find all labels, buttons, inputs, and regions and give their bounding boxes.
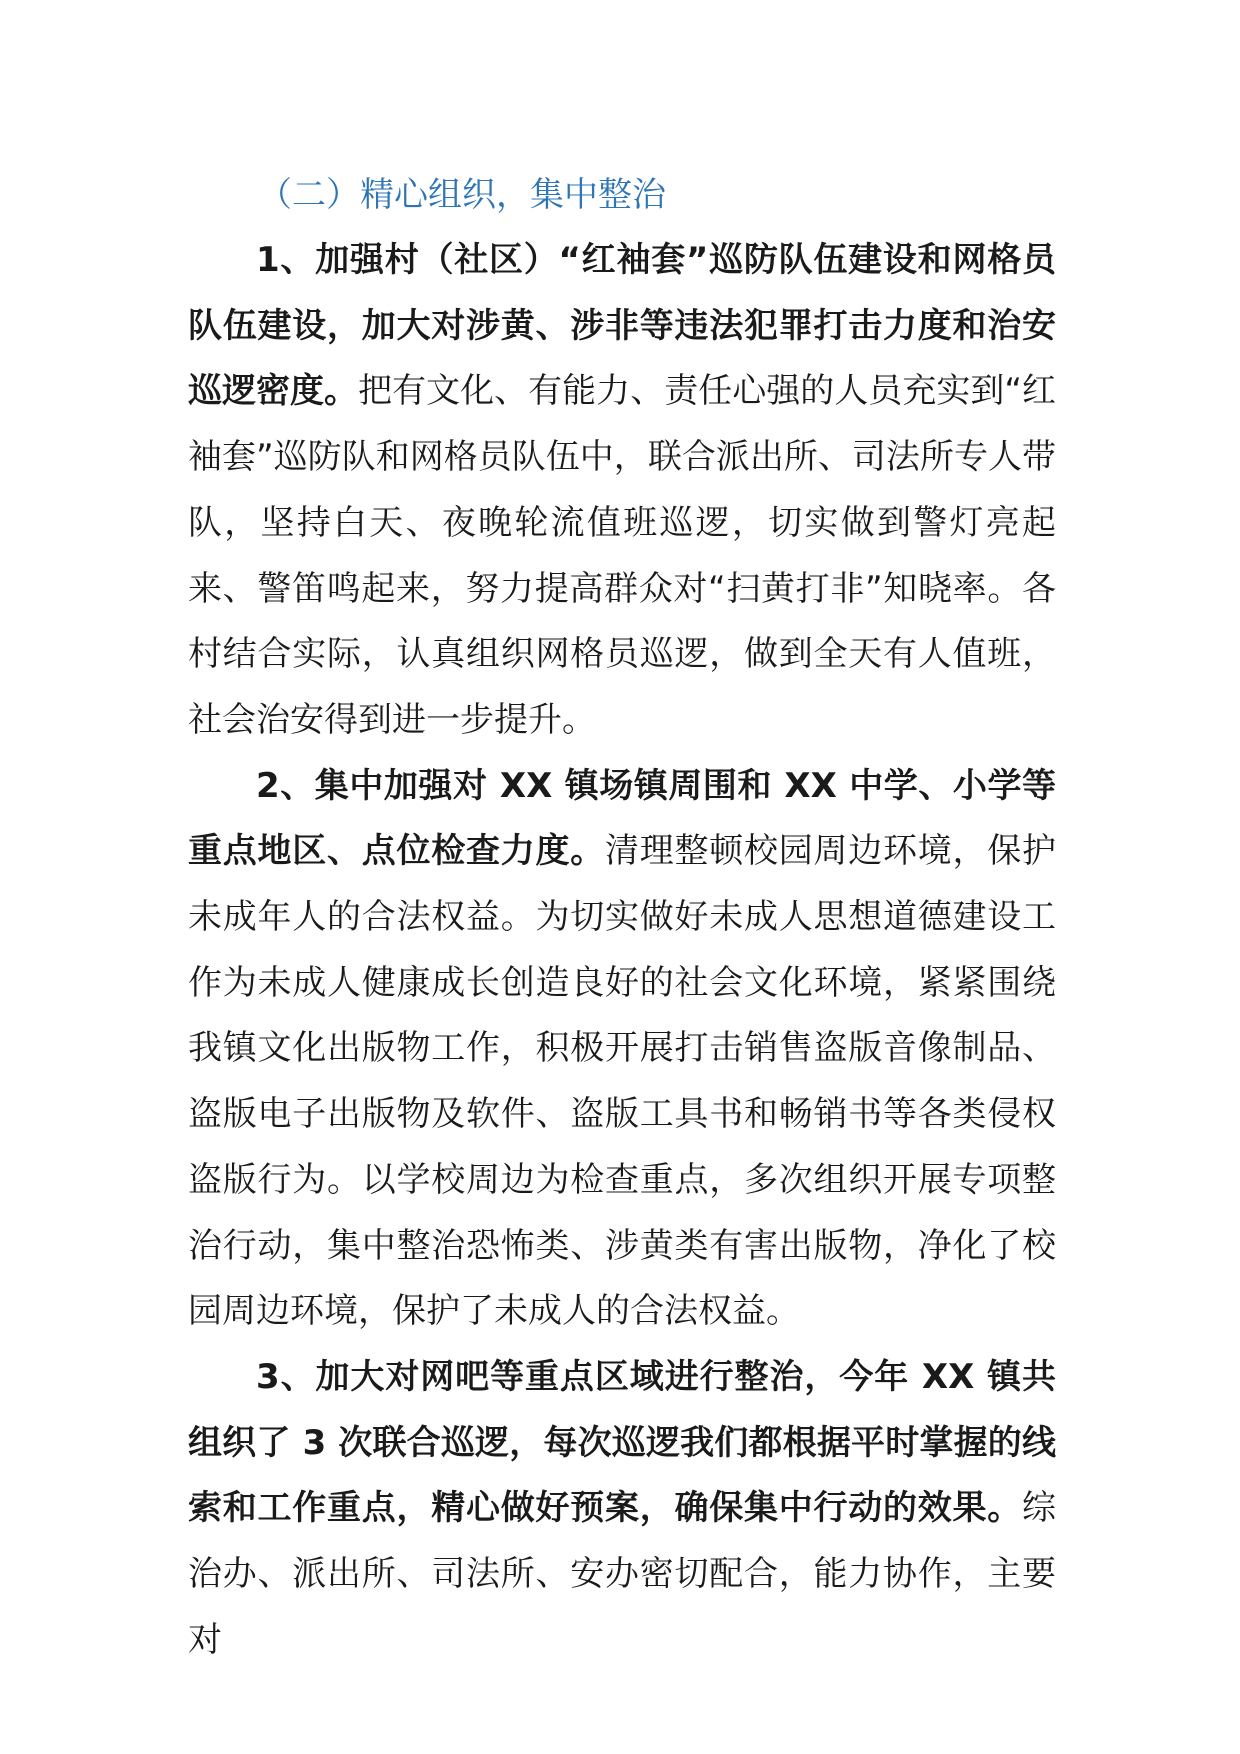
paragraph-3-body: 综治办、派出所、司法所、安办密切配合，能力协作，主要对 <box>188 1488 1056 1660</box>
section-heading: （二）精心组织，集中整治 <box>258 175 666 215</box>
paragraph-3 <box>188 1345 1056 1674</box>
paragraph-1-body: 把有文化、有能力、责任心强的人员充实到“红袖套”巡防队和网格员队伍中，联合派出所、司法所专人带队，坚持白天、夜晚轮流值班巡逻，切实做到警灯亮起来、警笛鸣起来，努力提高群众对“扫黄打非”知晓率。各村结合实际，认真组织网格员巡逻，做到全天有人值班，社会治安得到进一步提升。 <box>188 371 1056 740</box>
paragraph-1-lead: 1、加强村（社区）“红袖套”巡防队伍建设和网格员队伍建设，加大对涉黄、涉非等违法犯罪打击力度和治安巡逻密度。 <box>188 240 1056 412</box>
document-page <box>188 162 1056 1673</box>
paragraph-2-body: 清理整顿校园周边环境，保护未成年人的合法权益。为切实做好未成人思想道德建设工作为未成人健康成长创造良好的社会文化环境，紧紧围绕我镇文化出版物工作，积极开展打击销售盗版音像制品、盗版电子出版物及软件、盗版工具书和畅销书等各类侵权盗版行为。以学校周边为检查重点，多次组织开展专项整治行动，集中整治恐怖类、涉黄类有害出版物，净化了校园周边环境，保护了未成人的合法权益。 <box>188 831 1056 1332</box>
paragraph-2-lead: 2、集中加强对 XX 镇场镇周围和 XX 中学、小学等重点地区、点位检查力度。 <box>188 765 1056 872</box>
paragraph-1 <box>188 228 1056 754</box>
paragraph-2 <box>188 754 1056 1345</box>
paragraph-3-lead: 3、加大对网吧等重点区域进行整治，今年 XX 镇共组织了 3 次联合巡逻，每次巡逻我们都根据平时掌握的线索和工作重点，精心做好预案，确保集中行动的效果。 <box>188 1356 1056 1529</box>
